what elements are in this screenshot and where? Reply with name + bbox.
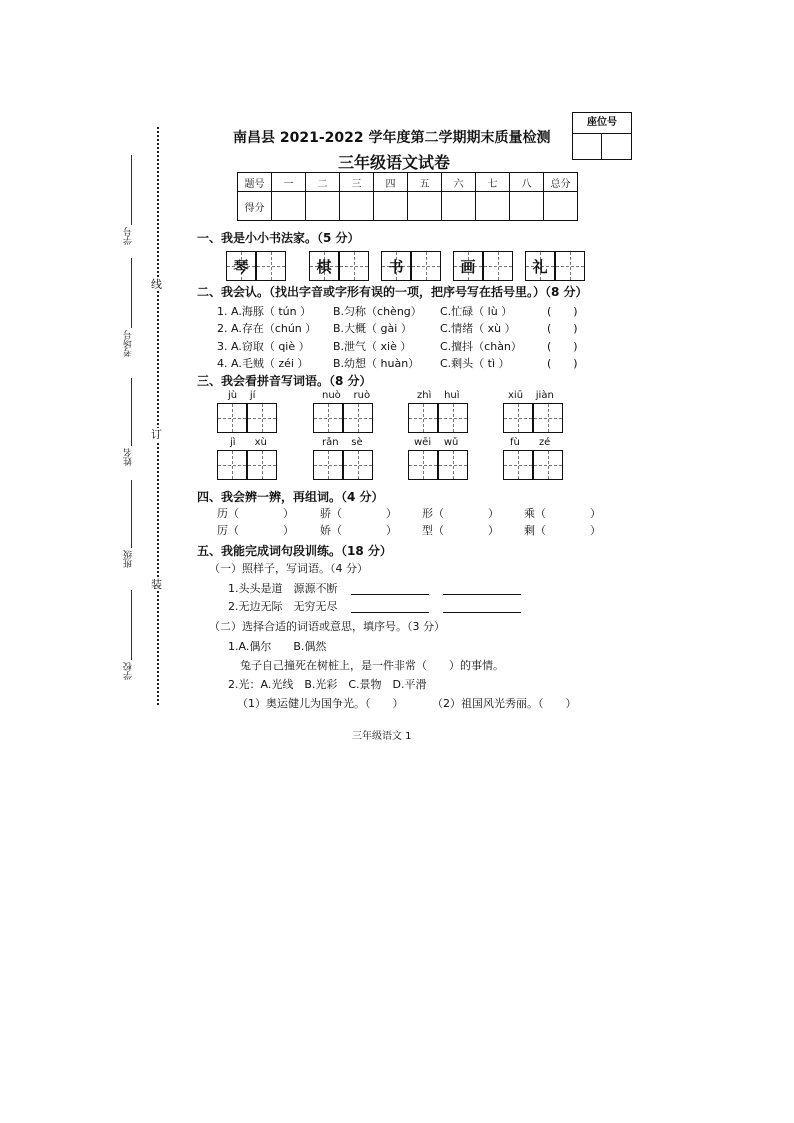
score-blank[interactable] (408, 192, 442, 221)
answer-blank[interactable] (351, 600, 429, 613)
answer-paren[interactable]: ( ) (547, 357, 578, 370)
model-char-cell: 棋 (309, 251, 339, 281)
section4-heading: 四、我会辨一辨，再组词。（4 分） (197, 490, 384, 504)
pinyin-label: xiū jiàn (508, 390, 554, 401)
writing-cell[interactable] (411, 251, 441, 281)
word-pair-item[interactable]: 娇（ ） (320, 524, 397, 537)
section2-option-b: B.泄气（ xiè ） (333, 340, 412, 353)
word-pair-item[interactable]: 形（ ） (422, 507, 499, 520)
exam-title: 南昌县 2021-2022 学年度第二学期期末质量检测 (233, 130, 551, 146)
section3-heading: 三、我会看拼音写词语。（8 分） (197, 374, 372, 388)
score-table-score-row (238, 192, 578, 221)
writing-cell[interactable] (343, 450, 373, 480)
section2-option-b: B.大概（ gài ） (333, 322, 412, 335)
model-char-cell: 琴 (226, 251, 256, 281)
calligraphy-pair-4 (453, 251, 513, 281)
score-blank[interactable] (544, 192, 578, 221)
pinyin-label: fù zé (510, 437, 551, 448)
score-cell: 四 (374, 173, 408, 192)
score-cell: 八 (510, 173, 544, 192)
example-line-1: 1.头头是道 源源不断 (228, 582, 521, 595)
calligraphy-pair-5 (525, 251, 585, 281)
seat-number-label: 座位号 (573, 113, 631, 134)
student-id-blank (131, 155, 132, 225)
score-cell: 题号 (238, 173, 272, 192)
answer-blank[interactable] (443, 582, 521, 595)
answer-paren[interactable]: ( ) (547, 305, 578, 318)
section5-heading: 五、我能完成词句段训练。（18 分） (197, 544, 392, 558)
model-char-cell: 书 (381, 251, 411, 281)
score-row-label: 得分 (238, 192, 272, 221)
word-pair-item[interactable]: 剩（ ） (524, 524, 601, 537)
exam-subtitle: 三年级语文试卷 (338, 153, 451, 172)
word-pair-item[interactable]: 型（ ） (422, 524, 499, 537)
section2-row: 2. A.存在（chún ） (217, 322, 317, 335)
section2-row: 3. A.窃取（ qiè ） (217, 340, 310, 353)
score-blank[interactable] (272, 192, 306, 221)
writing-cell[interactable] (533, 403, 563, 433)
binding-label-school: 学校 (124, 662, 134, 680)
pinyin-writing-box (503, 403, 563, 433)
section2-row: 4. A.毛贼（ zéi ） (217, 357, 309, 370)
question-1-options: 1.A.偶尔 B.偶然 (228, 640, 327, 653)
pinyin-label: jì xù (230, 437, 267, 448)
section2-option-b: B.幼想（ huàn） (333, 357, 420, 370)
writing-cell[interactable] (483, 251, 513, 281)
pinyin-writing-box (408, 403, 468, 433)
section2-row: 1. A.海豚（ tún ） (217, 305, 312, 318)
section5-part2-heading: （二）选择合适的词语或意思，填序号。（3 分） (209, 620, 445, 633)
binding-label-name: 姓名 (124, 448, 134, 466)
question-1-sentence[interactable]: 兔子自己撞死在树桩上，是一件非常（ ）的事情。 (240, 659, 504, 672)
score-cell: 七 (476, 173, 510, 192)
section2-option-c: C.剩头（ tì ） (440, 357, 510, 370)
binding-label-exam-room: 考场号 (124, 330, 134, 357)
section1-heading: 一、我是小小书法家。（5 分） (197, 231, 360, 245)
binding-label-student-id: 学号 (124, 227, 134, 245)
section2-option-c: C.忙碌（ lù ） (440, 305, 513, 318)
writing-cell[interactable] (555, 251, 585, 281)
score-blank[interactable] (306, 192, 340, 221)
pinyin-label: nuò ruò (322, 390, 371, 401)
pinyin-writing-box (503, 450, 563, 480)
writing-cell[interactable] (339, 251, 369, 281)
section5-part1-heading: （一）照样子，写词语。（4 分） (209, 562, 368, 575)
score-cell: 三 (340, 173, 374, 192)
score-cell: 五 (408, 173, 442, 192)
pinyin-label: zhì huì (417, 390, 460, 401)
score-blank[interactable] (442, 192, 476, 221)
writing-cell[interactable] (408, 403, 438, 433)
pinyin-writing-box (408, 450, 468, 480)
pinyin-label: wēi wǔ (414, 437, 459, 448)
writing-cell[interactable] (217, 403, 247, 433)
binding-dotted-line (157, 127, 159, 705)
writing-cell[interactable] (438, 450, 468, 480)
writing-cell[interactable] (247, 450, 277, 480)
writing-cell[interactable] (247, 403, 277, 433)
question-2-item-2[interactable]: （2）祖国风光秀丽。（ ） (432, 697, 577, 710)
example-line-2: 2.无边无际 无穷无尽 (228, 600, 521, 613)
pinyin-label: jù jí (228, 390, 256, 401)
writing-cell[interactable] (503, 403, 533, 433)
cut-mark-line: 线 (151, 278, 162, 291)
writing-cell[interactable] (313, 450, 343, 480)
writing-cell[interactable] (217, 450, 247, 480)
binding-label-class: 班级 (124, 550, 134, 568)
calligraphy-pair-3 (381, 251, 441, 281)
score-cell: 二 (306, 173, 340, 192)
page-footer: 三年级语文 1 (352, 731, 412, 742)
answer-blank[interactable] (443, 600, 521, 613)
question-2-item-1[interactable]: （1）奥运健儿为国争光。（ ） (237, 697, 404, 710)
calligraphy-pair-1 (226, 251, 286, 281)
cut-mark-install: 装 (151, 578, 162, 591)
seat-number-box (572, 112, 632, 160)
pinyin-writing-box (217, 403, 277, 433)
writing-cell[interactable] (408, 450, 438, 480)
exam-room-blank (131, 258, 132, 328)
class-blank (131, 480, 132, 548)
score-cell: 总分 (544, 173, 578, 192)
pinyin-label: rǎn sè (322, 437, 363, 448)
score-table (237, 172, 578, 221)
word-pair-item[interactable]: 厉（ ） (217, 524, 294, 537)
score-cell: 一 (272, 173, 306, 192)
model-char-cell: 画 (453, 251, 483, 281)
pinyin-writing-box (313, 450, 373, 480)
answer-blank[interactable] (351, 582, 429, 595)
model-char-cell: 礼 (525, 251, 555, 281)
word-pair-item[interactable]: 乘（ ） (524, 507, 601, 520)
writing-cell[interactable] (503, 450, 533, 480)
answer-paren[interactable]: ( ) (547, 340, 578, 353)
pinyin-writing-box (217, 450, 277, 480)
cut-mark-bind: 订 (151, 428, 162, 441)
section2-option-c: C.情绪（ xù ） (440, 322, 516, 335)
section2-option-b: B.匀称（chèng） (333, 305, 422, 318)
section2-heading: 二、我会认。（找出字音或字形有误的一项，把序号写在括号里。）（8 分） (197, 285, 588, 299)
name-blank (131, 378, 132, 446)
word-pair-item[interactable]: 骄（ ） (320, 507, 397, 520)
writing-cell[interactable] (256, 251, 286, 281)
writing-cell[interactable] (438, 403, 468, 433)
writing-cell[interactable] (313, 403, 343, 433)
school-blank (131, 590, 132, 660)
question-2-options: 2.光：A.光线 B.光彩 C.景物 D.平滑 (228, 678, 427, 691)
answer-paren[interactable]: ( ) (547, 322, 578, 335)
score-blank[interactable] (510, 192, 544, 221)
score-blank[interactable] (374, 192, 408, 221)
calligraphy-pair-2 (309, 251, 369, 281)
word-pair-item[interactable]: 历（ ） (217, 507, 294, 520)
score-cell: 六 (442, 173, 476, 192)
score-blank[interactable] (340, 192, 374, 221)
writing-cell[interactable] (533, 450, 563, 480)
writing-cell[interactable] (343, 403, 373, 433)
score-table-header-row (238, 173, 578, 192)
pinyin-writing-box (313, 403, 373, 433)
score-blank[interactable] (476, 192, 510, 221)
section2-option-c: C.擅抖（chàn） (440, 340, 522, 353)
